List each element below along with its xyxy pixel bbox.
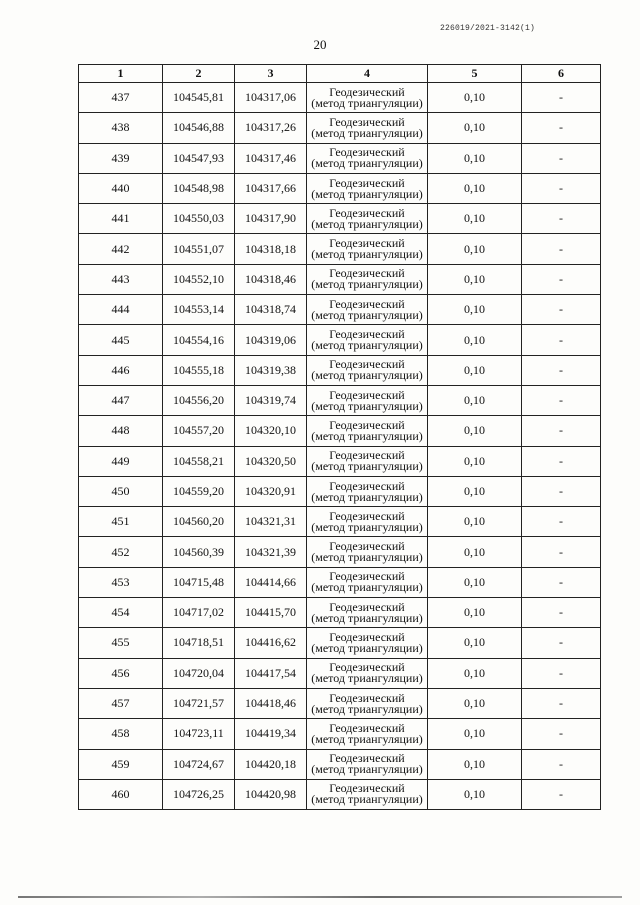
y-coordinate-cell: 104419,34 [235, 719, 307, 749]
table-row [79, 113, 601, 143]
method-line-1: Геодезический [329, 145, 405, 160]
method-line-1: Геодезический [329, 114, 405, 129]
method-line-2: (метод триангуляции) [311, 550, 423, 565]
accuracy-cell: 0,10 [428, 658, 522, 688]
note-cell: - [522, 173, 601, 203]
table-row [79, 355, 601, 385]
method-cell [307, 749, 428, 779]
x-coordinate-cell: 104726,25 [163, 779, 235, 809]
x-coordinate-cell: 104546,88 [163, 113, 235, 143]
y-coordinate-cell: 104320,50 [235, 446, 307, 476]
method-cell [307, 355, 428, 385]
x-coordinate-cell: 104724,67 [163, 749, 235, 779]
note-cell: - [522, 446, 601, 476]
accuracy-cell: 0,10 [428, 749, 522, 779]
x-coordinate-cell: 104715,48 [163, 567, 235, 597]
accuracy-cell: 0,10 [428, 567, 522, 597]
method-line-2: (метод триангуляции) [311, 762, 423, 777]
table-row [79, 719, 601, 749]
method-cell [307, 507, 428, 537]
y-coordinate-cell: 104319,74 [235, 385, 307, 415]
method-cell [307, 416, 428, 446]
table-row [79, 476, 601, 506]
note-cell: - [522, 204, 601, 234]
point-number-cell: 444 [79, 295, 163, 325]
y-coordinate-cell: 104321,31 [235, 507, 307, 537]
method-line-2: (метод триангуляции) [311, 610, 423, 625]
accuracy-cell: 0,10 [428, 173, 522, 203]
point-number-cell: 441 [79, 204, 163, 234]
method-cell [307, 204, 428, 234]
method-line-1: Геодезический [329, 387, 405, 402]
y-coordinate-cell: 104317,66 [235, 173, 307, 203]
table-row [79, 688, 601, 718]
table-row [79, 295, 601, 325]
note-cell: - [522, 779, 601, 809]
method-line-2: (метод триангуляции) [311, 428, 423, 443]
header-col-6: 6 [522, 65, 601, 83]
y-coordinate-cell: 104319,38 [235, 355, 307, 385]
method-cell [307, 658, 428, 688]
accuracy-cell: 0,10 [428, 507, 522, 537]
header-col-3: 3 [235, 65, 307, 83]
y-coordinate-cell: 104420,98 [235, 779, 307, 809]
header-col-5: 5 [428, 65, 522, 83]
x-coordinate-cell: 104547,93 [163, 143, 235, 173]
method-line-1: Геодезический [329, 327, 405, 342]
x-coordinate-cell: 104554,16 [163, 325, 235, 355]
scan-edge-line [18, 896, 622, 898]
note-cell: - [522, 749, 601, 779]
table-row [79, 173, 601, 203]
method-cell [307, 476, 428, 506]
point-number-cell: 453 [79, 567, 163, 597]
x-coordinate-cell: 104560,20 [163, 507, 235, 537]
note-cell: - [522, 658, 601, 688]
method-line-2: (метод триангуляции) [311, 580, 423, 595]
method-line-1: Геодезический [329, 296, 405, 311]
method-line-2: (метод триангуляции) [311, 489, 423, 504]
method-line-2: (метод триангуляции) [311, 671, 423, 686]
method-cell [307, 143, 428, 173]
method-line-2: (метод триангуляции) [311, 459, 423, 474]
method-cell [307, 446, 428, 476]
method-line-2: (метод триангуляции) [311, 186, 423, 201]
method-line-1: Геодезический [329, 720, 405, 735]
table-row [79, 628, 601, 658]
method-line-1: Геодезический [329, 357, 405, 372]
page-number: 20 [313, 37, 327, 52]
method-cell [307, 83, 428, 113]
method-line-1: Геодезический [329, 539, 405, 554]
method-line-1: Геодезический [329, 84, 405, 99]
method-line-1: Геодезический [329, 751, 405, 766]
method-line-2: (метод триангуляции) [311, 307, 423, 322]
method-line-2: (метод триангуляции) [311, 519, 423, 534]
accuracy-cell: 0,10 [428, 416, 522, 446]
coordinates-table [78, 64, 601, 810]
table-row [79, 598, 601, 628]
accuracy-cell: 0,10 [428, 719, 522, 749]
note-cell: - [522, 416, 601, 446]
x-coordinate-cell: 104548,98 [163, 173, 235, 203]
point-number-cell: 457 [79, 688, 163, 718]
method-cell [307, 537, 428, 567]
point-number-cell: 452 [79, 537, 163, 567]
method-cell [307, 325, 428, 355]
accuracy-cell: 0,10 [428, 779, 522, 809]
note-cell: - [522, 385, 601, 415]
accuracy-cell: 0,10 [428, 476, 522, 506]
point-number-cell: 460 [79, 779, 163, 809]
point-number-cell: 437 [79, 83, 163, 113]
table-row [79, 416, 601, 446]
method-line-2: (метод триангуляции) [311, 125, 423, 140]
table-row [79, 749, 601, 779]
table-row [79, 507, 601, 537]
point-number-cell: 449 [79, 446, 163, 476]
header-col-2: 2 [163, 65, 235, 83]
accuracy-cell: 0,10 [428, 264, 522, 294]
method-cell [307, 385, 428, 415]
method-cell [307, 173, 428, 203]
x-coordinate-cell: 104556,20 [163, 385, 235, 415]
method-cell [307, 295, 428, 325]
note-cell: - [522, 688, 601, 718]
x-coordinate-cell: 104717,02 [163, 598, 235, 628]
point-number-cell: 450 [79, 476, 163, 506]
table-row [79, 143, 601, 173]
point-number-cell: 438 [79, 113, 163, 143]
y-coordinate-cell: 104319,06 [235, 325, 307, 355]
method-cell [307, 598, 428, 628]
point-number-cell: 451 [79, 507, 163, 537]
accuracy-cell: 0,10 [428, 598, 522, 628]
accuracy-cell: 0,10 [428, 234, 522, 264]
point-number-cell: 443 [79, 264, 163, 294]
y-coordinate-cell: 104417,54 [235, 658, 307, 688]
accuracy-cell: 0,10 [428, 688, 522, 718]
method-line-2: (метод триангуляции) [311, 731, 423, 746]
note-cell: - [522, 719, 601, 749]
x-coordinate-cell: 104718,51 [163, 628, 235, 658]
method-line-1: Геодезический [329, 629, 405, 644]
x-coordinate-cell: 104559,20 [163, 476, 235, 506]
method-line-2: (метод триангуляции) [311, 701, 423, 716]
x-coordinate-cell: 104720,04 [163, 658, 235, 688]
x-coordinate-cell: 104555,18 [163, 355, 235, 385]
method-line-1: Геодезический [329, 690, 405, 705]
accuracy-cell: 0,10 [428, 355, 522, 385]
method-line-2: (метод триангуляции) [311, 277, 423, 292]
accuracy-cell: 0,10 [428, 325, 522, 355]
point-number-cell: 446 [79, 355, 163, 385]
x-coordinate-cell: 104545,81 [163, 83, 235, 113]
method-cell [307, 688, 428, 718]
y-coordinate-cell: 104418,46 [235, 688, 307, 718]
y-coordinate-cell: 104317,46 [235, 143, 307, 173]
method-cell [307, 779, 428, 809]
point-number-cell: 448 [79, 416, 163, 446]
accuracy-cell: 0,10 [428, 628, 522, 658]
note-cell: - [522, 567, 601, 597]
table-row [79, 204, 601, 234]
method-line-1: Геодезический [329, 266, 405, 281]
method-line-2: (метод триангуляции) [311, 247, 423, 262]
accuracy-cell: 0,10 [428, 113, 522, 143]
method-line-1: Геодезический [329, 569, 405, 584]
y-coordinate-cell: 104415,70 [235, 598, 307, 628]
method-line-2: (метод триангуляции) [311, 640, 423, 655]
method-line-2: (метод триангуляции) [311, 792, 423, 807]
x-coordinate-cell: 104557,20 [163, 416, 235, 446]
table-row [79, 234, 601, 264]
method-cell [307, 234, 428, 264]
point-number-cell: 455 [79, 628, 163, 658]
note-cell: - [522, 325, 601, 355]
method-line-1: Геодезический [329, 660, 405, 675]
y-coordinate-cell: 104318,74 [235, 295, 307, 325]
table-row [79, 567, 601, 597]
header-col-1: 1 [79, 65, 163, 83]
y-coordinate-cell: 104420,18 [235, 749, 307, 779]
y-coordinate-cell: 104317,26 [235, 113, 307, 143]
accuracy-cell: 0,10 [428, 446, 522, 476]
y-coordinate-cell: 104317,90 [235, 204, 307, 234]
x-coordinate-cell: 104558,21 [163, 446, 235, 476]
accuracy-cell: 0,10 [428, 83, 522, 113]
accuracy-cell: 0,10 [428, 385, 522, 415]
table-row [79, 325, 601, 355]
accuracy-cell: 0,10 [428, 537, 522, 567]
point-number-cell: 456 [79, 658, 163, 688]
accuracy-cell: 0,10 [428, 204, 522, 234]
y-coordinate-cell: 104416,62 [235, 628, 307, 658]
method-line-2: (метод триангуляции) [311, 95, 423, 110]
table-body [79, 83, 601, 810]
table-row [79, 658, 601, 688]
note-cell: - [522, 598, 601, 628]
point-number-cell: 447 [79, 385, 163, 415]
y-coordinate-cell: 104320,10 [235, 416, 307, 446]
x-coordinate-cell: 104560,39 [163, 537, 235, 567]
note-cell: - [522, 83, 601, 113]
note-cell: - [522, 234, 601, 264]
y-coordinate-cell: 104318,18 [235, 234, 307, 264]
method-line-1: Геодезический [329, 508, 405, 523]
accuracy-cell: 0,10 [428, 143, 522, 173]
method-line-2: (метод триангуляции) [311, 216, 423, 231]
y-coordinate-cell: 104320,91 [235, 476, 307, 506]
table-row [79, 779, 601, 809]
x-coordinate-cell: 104721,57 [163, 688, 235, 718]
method-line-1: Геодезический [329, 478, 405, 493]
y-coordinate-cell: 104318,46 [235, 264, 307, 294]
point-number-cell: 459 [79, 749, 163, 779]
method-cell [307, 264, 428, 294]
point-number-cell: 442 [79, 234, 163, 264]
note-cell: - [522, 537, 601, 567]
table-row [79, 446, 601, 476]
method-line-1: Геодезический [329, 236, 405, 251]
method-line-1: Геодезический [329, 205, 405, 220]
note-cell: - [522, 507, 601, 537]
note-cell: - [522, 113, 601, 143]
table-row [79, 385, 601, 415]
y-coordinate-cell: 104321,39 [235, 537, 307, 567]
method-line-1: Геодезический [329, 448, 405, 463]
document-id: 226019/2021-3142(1) [440, 24, 536, 33]
table-row [79, 264, 601, 294]
method-line-1: Геодезический [329, 599, 405, 614]
note-cell: - [522, 264, 601, 294]
note-cell: - [522, 355, 601, 385]
method-cell [307, 567, 428, 597]
point-number-cell: 439 [79, 143, 163, 173]
point-number-cell: 445 [79, 325, 163, 355]
note-cell: - [522, 628, 601, 658]
accuracy-cell: 0,10 [428, 295, 522, 325]
method-cell [307, 719, 428, 749]
x-coordinate-cell: 104550,03 [163, 204, 235, 234]
y-coordinate-cell: 104414,66 [235, 567, 307, 597]
point-number-cell: 458 [79, 719, 163, 749]
x-coordinate-cell: 104552,10 [163, 264, 235, 294]
note-cell: - [522, 143, 601, 173]
y-coordinate-cell: 104317,06 [235, 83, 307, 113]
method-line-2: (метод триангуляции) [311, 338, 423, 353]
method-cell [307, 113, 428, 143]
table-header-row [79, 65, 601, 83]
method-line-1: Геодезический [329, 417, 405, 432]
method-line-2: (метод триангуляции) [311, 156, 423, 171]
method-line-2: (метод триангуляции) [311, 398, 423, 413]
method-line-1: Геодезический [329, 781, 405, 796]
table-row [79, 537, 601, 567]
point-number-cell: 454 [79, 598, 163, 628]
method-line-1: Геодезический [329, 175, 405, 190]
header-col-4: 4 [307, 65, 428, 83]
method-cell [307, 628, 428, 658]
note-cell: - [522, 476, 601, 506]
method-line-2: (метод триангуляции) [311, 368, 423, 383]
point-number-cell: 440 [79, 173, 163, 203]
note-cell: - [522, 295, 601, 325]
x-coordinate-cell: 104551,07 [163, 234, 235, 264]
table-row [79, 83, 601, 113]
x-coordinate-cell: 104723,11 [163, 719, 235, 749]
x-coordinate-cell: 104553,14 [163, 295, 235, 325]
